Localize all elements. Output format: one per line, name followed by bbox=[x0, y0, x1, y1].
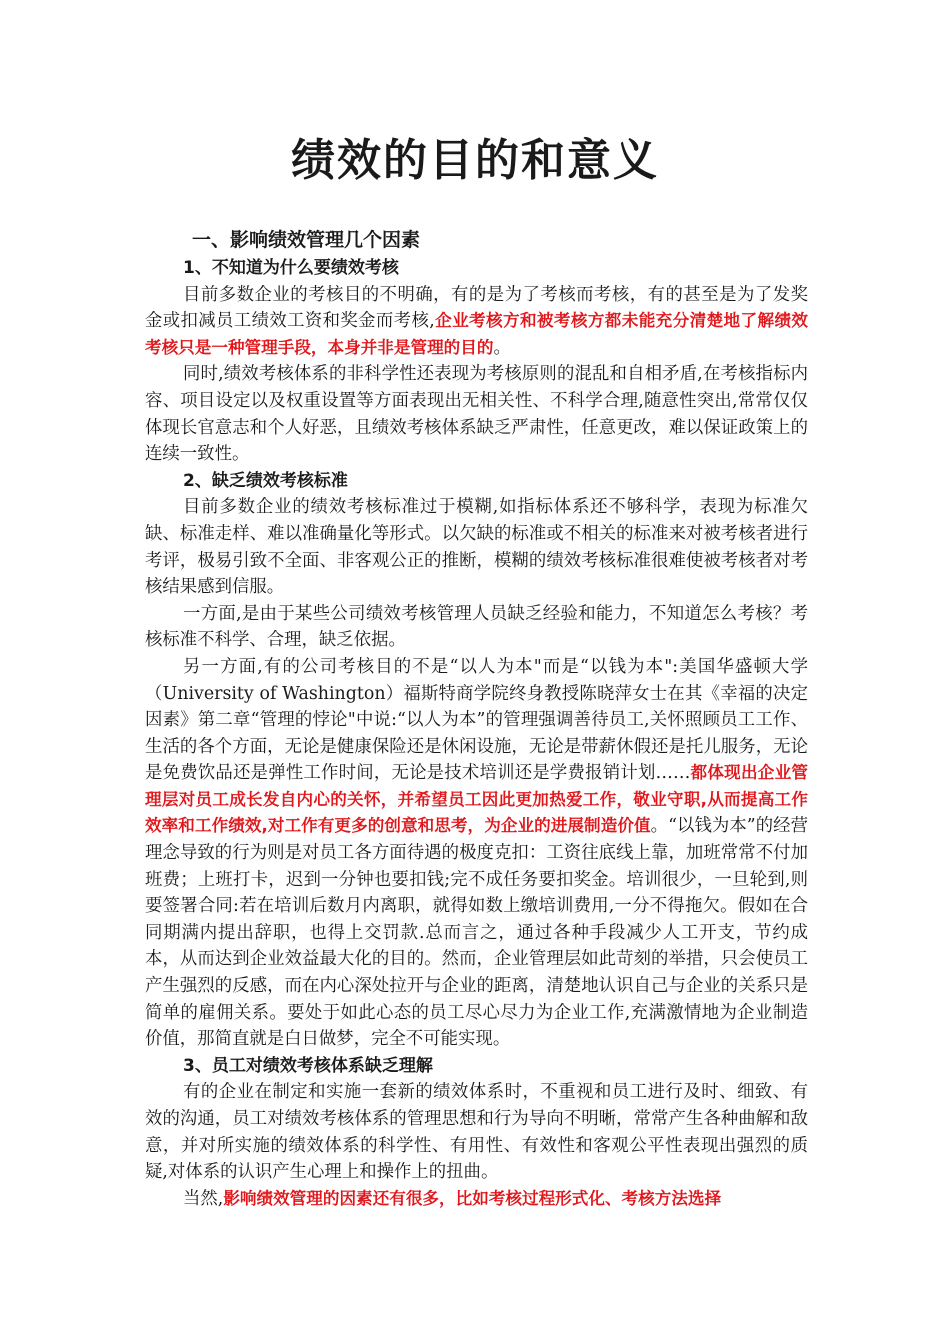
paragraph bbox=[145, 282, 808, 362]
paragraph: 同时,绩效考核体系的非科学性还表现为考核原则的混乱和自相矛盾,在考核指标内容、项目设定以及权重设置等方面表现出无相关性、不科学合理,随意性突出,常常仅仅体现长官意志和个人好恶，且绩效考核体系缺乏严肃性，任意更改，难以保证政策上的连续一致性。 bbox=[145, 364, 808, 465]
paragraph: 目前多数企业的绩效考核标准过于模糊,如指标体系还不够科学，表现为标准欠缺、标准走样、难以准确量化等形式。以欠缺的标准或不相关的标准来对被考核者进行考评，极易引致不全面、非客观公正的推断，模糊的绩效考核标准很难使被考核者对考核结果感到信服。 bbox=[145, 497, 808, 598]
paragraph bbox=[145, 654, 808, 1053]
paragraph-text: 。 bbox=[493, 337, 511, 358]
document-body bbox=[145, 226, 808, 1212]
document-title: 绩效的目的和意义 bbox=[291, 135, 659, 186]
subsection-heading-3: 3、员工对绩效考核体系缺乏理解 bbox=[183, 1055, 433, 1076]
paragraph: 有的企业在制定和实施一套新的绩效体系时，不重视和员工进行及时、细致、有效的沟通，员工对绩效考核体系的管理思想和行为导向不明晰，常常产生各种曲解和敌意，并对所实施的绩效体系的科学性、有用性、有效性和客观公平性表现出强烈的质疑,对体系的认识产生心理上和操作上的扭曲。 bbox=[145, 1082, 808, 1183]
highlighted-text: 企业考核方和被考核方都未能充分清楚地了解绩效考核只是一种管理手段，本身并非是管理的目的 bbox=[145, 311, 809, 357]
section-heading: 一、影响绩效管理几个因素 bbox=[192, 229, 421, 251]
paragraph-text: 当然, bbox=[183, 1188, 224, 1209]
highlighted-text: 都体现出企业管理层对员工成长发自内心的关怀，并希望员工因此更加热爱工作，敬业守职,从而提高工作效率和工作绩效,对工作有更多的创意和思考，为企业的进展制造价值 bbox=[145, 763, 809, 836]
paragraph: 一方面,是由于某些公司绩效考核管理人员缺乏经验和能力，不知道怎么考核？考核标准不科学、合理，缺乏依据。 bbox=[145, 603, 808, 651]
paragraph bbox=[145, 1186, 808, 1213]
paragraph-text: 。“以钱为本”的经营理念导致的行为则是对员工各方面待遇的极度克扣：工资往底线上靠，加班常常不付加班费；上班打卡，迟到一分钟也要扣钱;完不成任务要扣奖金。培训很少，一旦轮到,则要签署合同:若在培训后数月内离职，就得如数上缴培训费用,一分不得拖欠。假如在合同期满内提出辞职，也得上交罚款.总而言之，通过各种手段减少人工开支，节约成本，从而达到企业效益最大化的目的。然而，企业管理层如此苛刻的举措，只会使员工产生强烈的反感，而在内心深处拉开与企业的距离，清楚地认识自己与企业的关系只是简单的雇佣关系。要处于如此心态的员工尽心尽力为企业工作,充满激情地为企业制造价值，那简直就是白日做梦，完全不可能实现。 bbox=[145, 816, 808, 1050]
paragraph-text: 另一方面,有的公司考核目的不是“以人为本"而是“以钱为本":美国华盛顿大学（University of Washington）福斯特商学院终身教授陈晓萍女士在其《幸福的决定因素》第二章“管理的悖论"中说:“以人为本”的管理强调善待员工,关怀照顾员工工作、生活的各个方面，无论是健康保险还是休闲设施，无论是带薪休假还是托儿服务，无论是免费饮品还是弹性工作时间，无论是技术培训还是学费报销计划…… bbox=[145, 656, 808, 784]
highlighted-text: 影响绩效管理的因素还有很多，比如考核过程形式化、考核方法选择 bbox=[223, 1188, 722, 1208]
paragraph-text: 目前多数企业的考核目的不明确，有的是为了考核而考核，有的甚至是为了发奖金或扣减员工绩效工资和奖金而考核, bbox=[145, 284, 808, 332]
subsection-heading-1: 1、不知道为什么要绩效考核 bbox=[183, 258, 399, 278]
subsection-heading-2: 2、缺乏绩效考核标准 bbox=[183, 470, 348, 491]
